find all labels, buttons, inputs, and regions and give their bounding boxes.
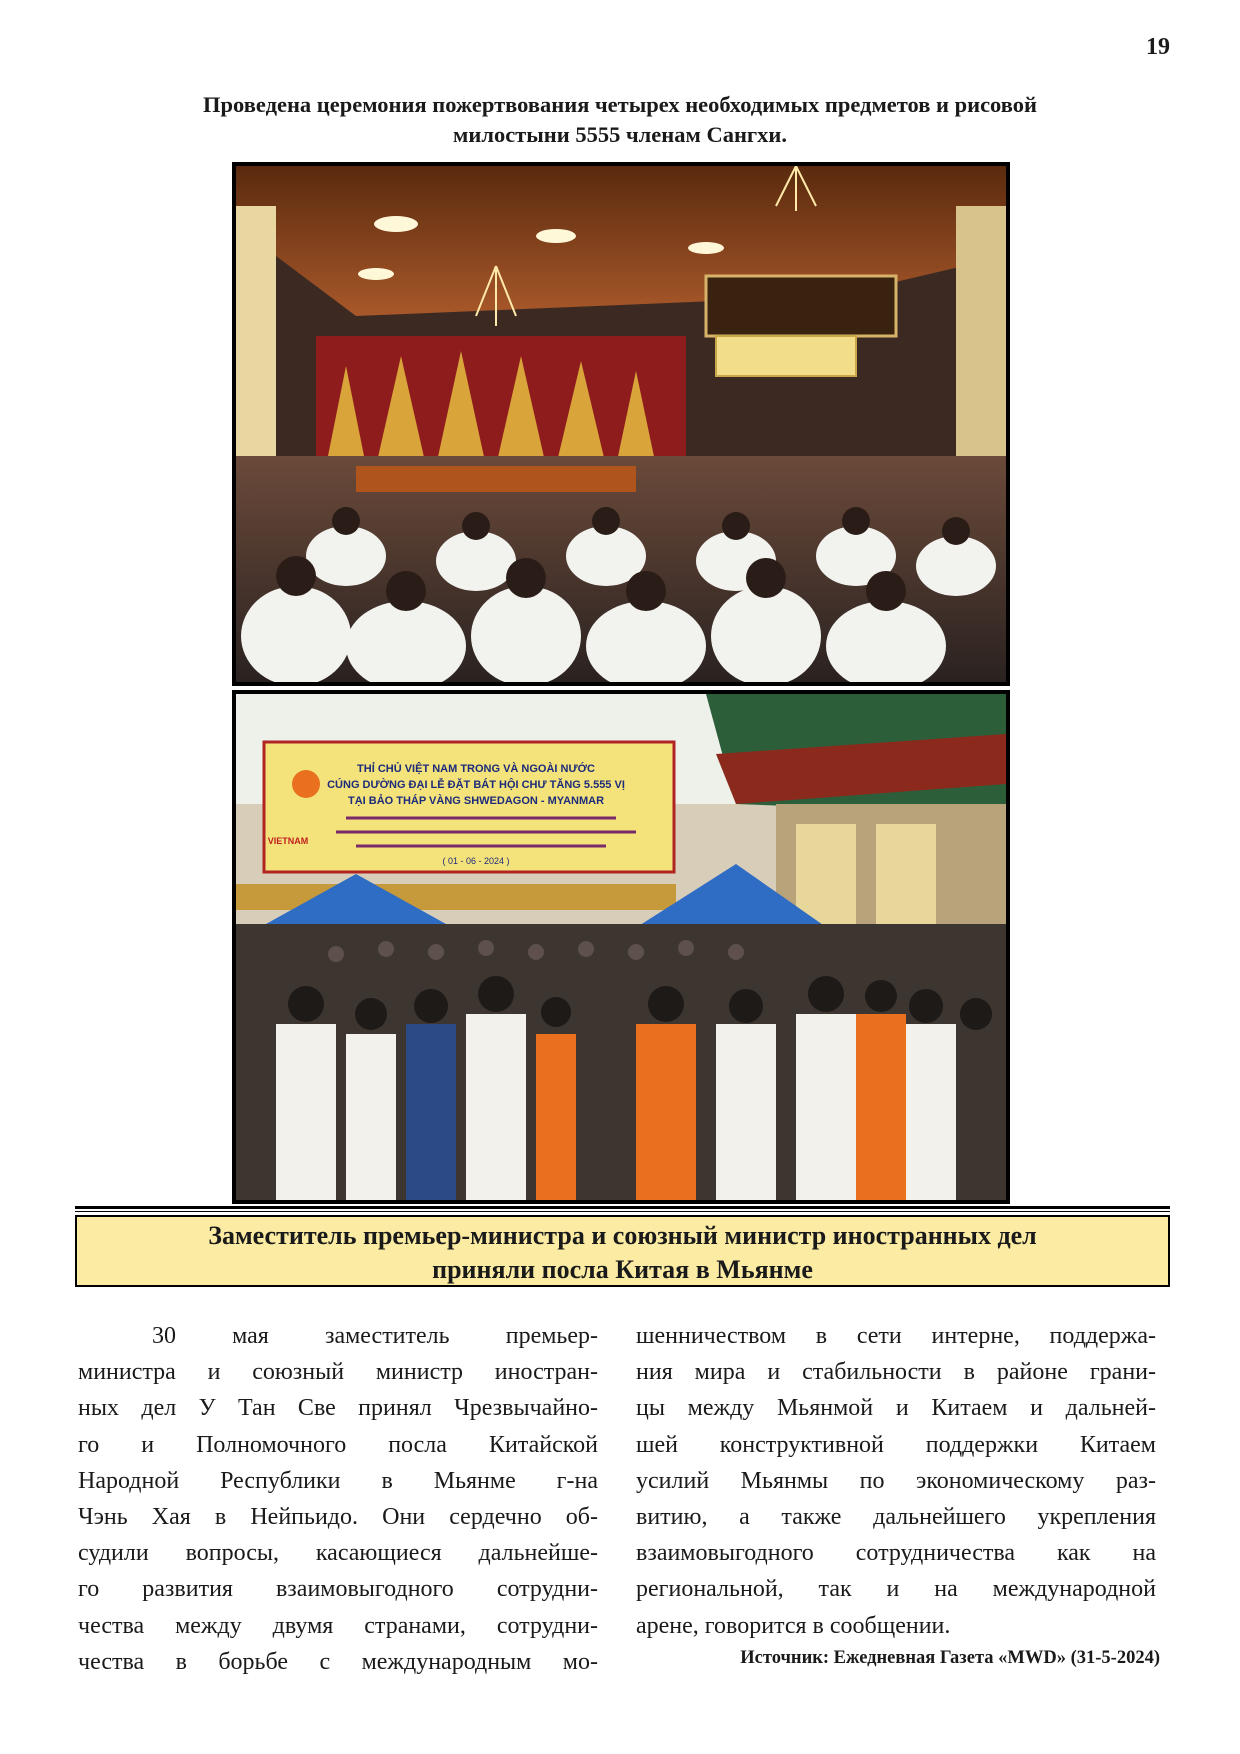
photo-caption <box>120 90 1120 150</box>
article-line: взаимовыгодного сотрудничества как на <box>636 1540 1156 1567</box>
page-number: 19 <box>1146 34 1170 60</box>
article-source <box>600 1648 1160 1669</box>
article-line: цы между Мьянмой и Китаем и дальней- <box>636 1395 1156 1422</box>
article-line: го развития взаимовыгодного сотрудни- <box>78 1576 598 1603</box>
photo-caption-line: милостыни 5555 членам Сангхи. <box>453 122 787 147</box>
article-line: витию, а также дальнейшего укрепления <box>636 1504 1156 1531</box>
source-date: (31-5-2024) <box>1070 1648 1160 1668</box>
article-line: ных дел У Тан Све принял Чрезвычайно- <box>78 1395 598 1422</box>
article-line: шенничеством в сети интерне, поддержа- <box>636 1323 1156 1349</box>
article-line: 30 мая заместитель премьер- <box>152 1323 598 1349</box>
ceremony-hall-photo <box>232 162 1010 686</box>
article-line: ния мира и стабильности в районе грани- <box>636 1359 1156 1386</box>
banner-date: ( 01 - 06 - 2024 ) <box>442 856 510 866</box>
banner-line: CÚNG DƯỜNG ĐẠI LỄ ĐẶT BÁT HỘI CHƯ TĂNG 5.555 VỊ <box>327 779 625 791</box>
article-column-right <box>636 1318 1156 1644</box>
ceremony-hall-image <box>236 166 1006 682</box>
article-line: чества в борьбе с международным мо- <box>78 1648 598 1675</box>
article-line: арене, говорится в сообщении. <box>636 1612 951 1639</box>
source-label: Источник: Ежедневная Газета «MWD» <box>740 1648 1066 1668</box>
article-line: шей конструктивной поддержки Китаем <box>636 1431 1156 1458</box>
section-divider-thin <box>75 1211 1170 1212</box>
article-line: судили вопросы, касающиеся дальнейше- <box>78 1540 598 1567</box>
article-line: усилий Мьянмы по экономическому раз- <box>636 1467 1156 1494</box>
article-column-left <box>78 1318 598 1680</box>
article-line: чества между двумя странами, сотрудни- <box>78 1612 598 1639</box>
photo-caption-line: Проведена церемония пожертвования четырех необходимых предметов и рисовой <box>203 92 1037 117</box>
banner-line: TẠI BẢO THÁP VÀNG SHWEDAGON - MYANMAR <box>347 795 605 807</box>
article-line: Народной Республики в Мьянме г-на <box>78 1467 598 1494</box>
article-line: министра и союзный министр иностран- <box>78 1359 598 1386</box>
banner-line: THỈ CHỦ VIỆT NAM TRONG VÀ NGOÀI NƯỚC <box>357 763 595 775</box>
alms-offering-image <box>236 694 1006 1200</box>
offering-banner <box>264 742 674 872</box>
alms-offering-photo <box>232 690 1010 1204</box>
article-headline <box>75 1215 1170 1287</box>
headline-line: Заместитель премьер-министра и союзный министр иностранных дел <box>208 1221 1037 1250</box>
section-divider <box>75 1206 1170 1209</box>
article-line: го и Полномочного посла Китайской <box>78 1431 598 1458</box>
banner-logo: VIETNAM <box>267 836 309 846</box>
headline-line: приняли посла Китая в Мьянме <box>432 1255 813 1284</box>
article-line: региональной, так и на международной <box>636 1576 1156 1603</box>
article-line: Чэнь Хая в Нейпьидо. Они сердечно об- <box>78 1504 598 1531</box>
